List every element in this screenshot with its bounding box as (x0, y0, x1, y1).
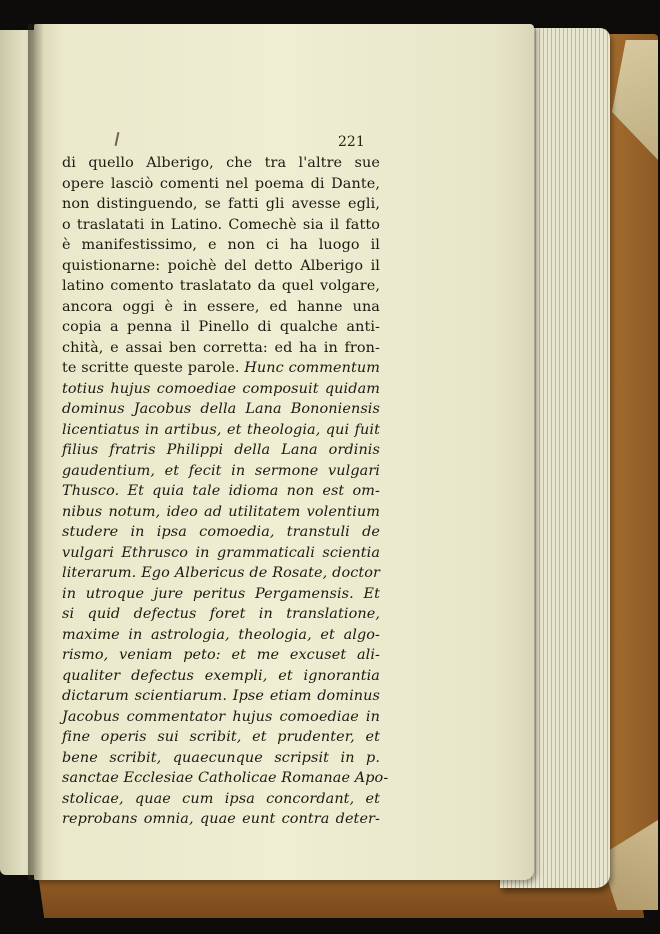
text-segment: copia a penna il Pinello di qualche anti- (62, 319, 380, 335)
text-line (62, 625, 380, 646)
body-text (62, 153, 389, 830)
page-number: 221 (338, 134, 365, 150)
text-line (62, 666, 380, 687)
text-line (62, 563, 380, 584)
text-segment: studere in ipsa comoedia, transtuli de (62, 524, 380, 540)
text-segment: Thusco. Et quia tale idioma non est om- (62, 483, 380, 499)
text-segment: totius hujus comoediae composuit quidam (62, 380, 380, 397)
text-line (62, 584, 380, 605)
text-segment: si quid defectus foret in translatione, (62, 606, 380, 622)
text-segment: rismo, veniam peto: et me excuset ali- (62, 647, 380, 663)
text-segment: è manifestissimo, e non ci ha luogo il (62, 237, 380, 253)
text-line (62, 256, 380, 277)
text-segment: di quello Alberigo, che tra l'altre sue (62, 155, 380, 171)
text-line (62, 174, 380, 195)
text-line (62, 522, 380, 543)
text-line (62, 502, 380, 523)
text-line (62, 768, 389, 789)
text-segment: chità, e assai ben corretta: ed ha in fron- (62, 339, 380, 356)
text-segment: literarum. Ego Albericus de Rosate, doctor (62, 565, 380, 581)
text-line (62, 235, 380, 256)
text-segment: o traslatati in Latino. Comechè sia il fatto (62, 216, 380, 233)
text-line (62, 379, 380, 400)
text-segment: quistionarne: poichè del detto Alberigo il (62, 257, 380, 274)
text-segment: latino comento traslatato da quel volgare, (62, 278, 380, 294)
text-segment: stolicae, quae cum ipsa concordant, et (62, 790, 380, 807)
text-line (62, 194, 380, 215)
text-line (62, 707, 380, 728)
text-line (62, 215, 380, 236)
text-line (62, 789, 380, 810)
text-segment: ancora oggi è in essere, ed hanne una (62, 298, 380, 315)
text-line (62, 645, 380, 666)
text-segment: te scritte queste parole. (62, 360, 245, 376)
text-segment: Hunc commentum (244, 360, 380, 376)
text-segment: filius fratris Philippi della Lana ordinis (62, 442, 380, 458)
gutter-shadow (28, 24, 44, 880)
text-segment: sanctae Ecclesiae Catholicae Romanae Apo- (62, 770, 389, 786)
text-line (62, 543, 380, 564)
text-segment: non distinguendo, se fatti gli avesse egli, (62, 196, 380, 212)
text-line (62, 297, 380, 318)
text-segment: nibus notum, ideo ad utilitatem volentium (62, 503, 380, 520)
text-segment: qualiter defectus exempli, et ignorantia (62, 667, 380, 684)
text-line (62, 338, 380, 359)
text-line (62, 686, 380, 707)
text-segment: reprobans omnia, quae eunt contra deter- (62, 811, 380, 827)
text-segment: dominus Jacobus della Lana Bononiensis (62, 401, 380, 417)
text-line (62, 276, 380, 297)
text-segment: bene scribit, quaecunque scripsit in p. (62, 749, 380, 766)
text-segment: opere lasciò comenti nel poema di Dante, (62, 175, 380, 192)
text-segment: Jacobus commentator hujus comoediae in (62, 708, 380, 725)
text-segment: dictarum scientiarum. Ipse etiam dominus (62, 688, 380, 704)
text-line (62, 317, 380, 338)
text-segment: gaudentium, et fecit in sermone vulgari (62, 462, 380, 479)
text-line (62, 809, 380, 830)
text-segment: licentiatus in artibus, et theologia, qui fuit (62, 421, 380, 438)
text-line (62, 461, 380, 482)
text-line (62, 727, 380, 748)
text-segment: vulgari Ethrusco in grammaticali scientia (62, 544, 380, 561)
text-line (62, 440, 380, 461)
text-line (62, 153, 380, 174)
text-segment: maxime in astrologia, theologia, et algo- (62, 626, 380, 643)
text-line (62, 399, 380, 420)
text-line (62, 481, 380, 502)
text-line (62, 358, 380, 379)
text-line (62, 748, 380, 769)
text-line (62, 604, 380, 625)
text-line (62, 420, 380, 441)
text-segment: fine operis sui scribit, et prudenter, et (62, 729, 380, 745)
text-segment: in utroque jure peritus Pergamensis. Et (62, 585, 380, 602)
